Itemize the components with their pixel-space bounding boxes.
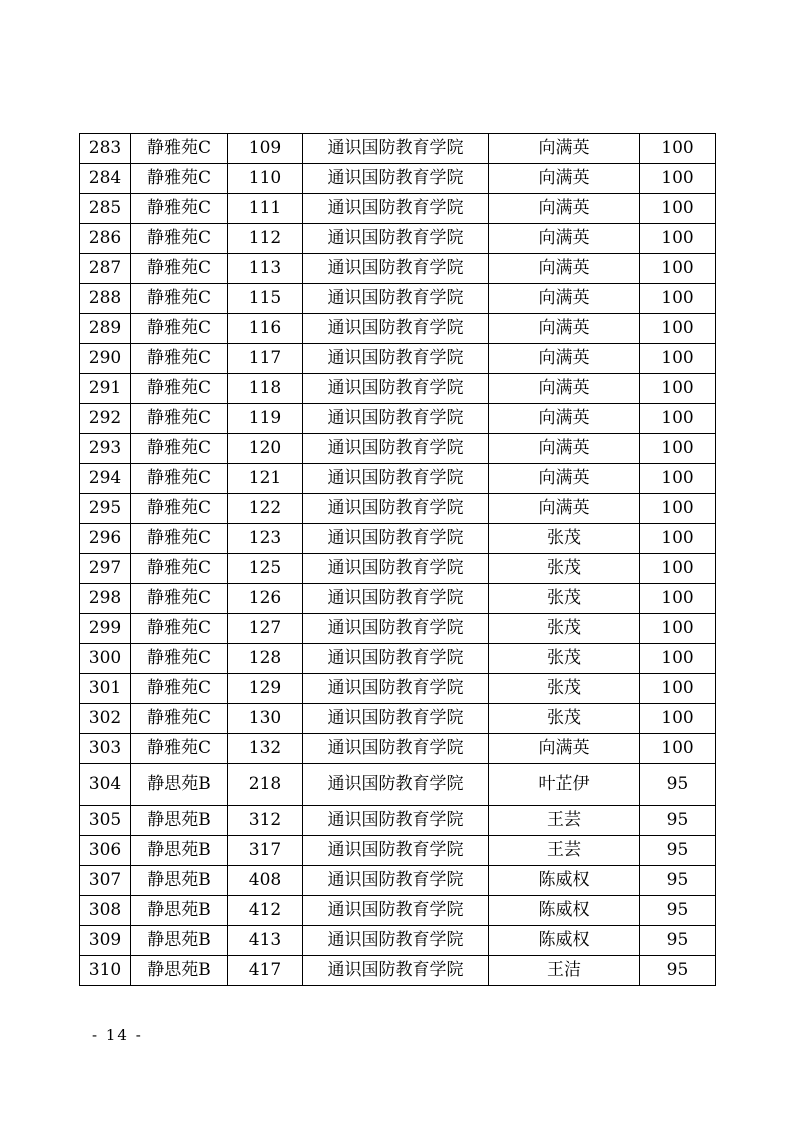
person-in-charge-cell: 向满英 <box>489 344 640 374</box>
person-in-charge-cell: 张茂 <box>489 524 640 554</box>
college-cell: 通识国防教育学院 <box>303 164 489 194</box>
room-number-cell: 112 <box>228 224 303 254</box>
building-cell: 静雅苑C <box>131 404 228 434</box>
college-cell: 通识国防教育学院 <box>303 464 489 494</box>
row-number-cell: 289 <box>80 314 131 344</box>
room-number-cell: 408 <box>228 866 303 896</box>
score-cell: 100 <box>640 464 716 494</box>
row-number-cell: 288 <box>80 284 131 314</box>
table-row <box>80 404 716 434</box>
college-cell: 通识国防教育学院 <box>303 374 489 404</box>
building-cell: 静思苑B <box>131 806 228 836</box>
building-cell: 静雅苑C <box>131 164 228 194</box>
room-number-cell: 118 <box>228 374 303 404</box>
row-number-cell: 300 <box>80 644 131 674</box>
table-row <box>80 164 716 194</box>
table-body <box>80 134 716 986</box>
building-cell: 静雅苑C <box>131 314 228 344</box>
row-number-cell: 308 <box>80 896 131 926</box>
building-cell: 静雅苑C <box>131 674 228 704</box>
room-number-cell: 120 <box>228 434 303 464</box>
table-row <box>80 434 716 464</box>
person-in-charge-cell: 张茂 <box>489 584 640 614</box>
building-cell: 静雅苑C <box>131 584 228 614</box>
score-cell: 100 <box>640 344 716 374</box>
dormitory-score-table <box>79 133 716 986</box>
row-number-cell: 295 <box>80 494 131 524</box>
room-number-cell: 109 <box>228 134 303 164</box>
building-cell: 静雅苑C <box>131 284 228 314</box>
person-in-charge-cell: 张茂 <box>489 644 640 674</box>
room-number-cell: 132 <box>228 734 303 764</box>
college-cell: 通识国防教育学院 <box>303 224 489 254</box>
room-number-cell: 119 <box>228 404 303 434</box>
table-row <box>80 614 716 644</box>
college-cell: 通识国防教育学院 <box>303 134 489 164</box>
college-cell: 通识国防教育学院 <box>303 926 489 956</box>
score-cell: 100 <box>640 404 716 434</box>
score-cell: 100 <box>640 254 716 284</box>
person-in-charge-cell: 向满英 <box>489 434 640 464</box>
row-number-cell: 303 <box>80 734 131 764</box>
score-cell: 95 <box>640 866 716 896</box>
row-number-cell: 304 <box>80 764 131 806</box>
score-cell: 100 <box>640 164 716 194</box>
building-cell: 静雅苑C <box>131 374 228 404</box>
score-cell: 95 <box>640 836 716 866</box>
building-cell: 静雅苑C <box>131 434 228 464</box>
person-in-charge-cell: 向满英 <box>489 464 640 494</box>
row-number-cell: 294 <box>80 464 131 494</box>
room-number-cell: 413 <box>228 926 303 956</box>
table-row <box>80 764 716 806</box>
row-number-cell: 290 <box>80 344 131 374</box>
room-number-cell: 127 <box>228 614 303 644</box>
table-row <box>80 554 716 584</box>
person-in-charge-cell: 陈威权 <box>489 926 640 956</box>
row-number-cell: 298 <box>80 584 131 614</box>
row-number-cell: 292 <box>80 404 131 434</box>
college-cell: 通识国防教育学院 <box>303 896 489 926</box>
table-row <box>80 896 716 926</box>
building-cell: 静思苑B <box>131 956 228 986</box>
building-cell: 静思苑B <box>131 764 228 806</box>
person-in-charge-cell: 叶芷伊 <box>489 764 640 806</box>
college-cell: 通识国防教育学院 <box>303 764 489 806</box>
row-number-cell: 291 <box>80 374 131 404</box>
row-number-cell: 286 <box>80 224 131 254</box>
building-cell: 静思苑B <box>131 896 228 926</box>
row-number-cell: 307 <box>80 866 131 896</box>
building-cell: 静雅苑C <box>131 134 228 164</box>
row-number-cell: 284 <box>80 164 131 194</box>
college-cell: 通识国防教育学院 <box>303 254 489 284</box>
room-number-cell: 113 <box>228 254 303 284</box>
score-cell: 100 <box>640 224 716 254</box>
building-cell: 静思苑B <box>131 926 228 956</box>
score-cell: 95 <box>640 764 716 806</box>
table-row <box>80 956 716 986</box>
college-cell: 通识国防教育学院 <box>303 554 489 584</box>
room-number-cell: 122 <box>228 494 303 524</box>
score-cell: 95 <box>640 926 716 956</box>
college-cell: 通识国防教育学院 <box>303 434 489 464</box>
table-row <box>80 704 716 734</box>
table-row <box>80 254 716 284</box>
person-in-charge-cell: 陈威权 <box>489 896 640 926</box>
table-row <box>80 134 716 164</box>
score-cell: 100 <box>640 284 716 314</box>
person-in-charge-cell: 王芸 <box>489 806 640 836</box>
score-cell: 100 <box>640 194 716 224</box>
person-in-charge-cell: 陈威权 <box>489 866 640 896</box>
table-row <box>80 374 716 404</box>
room-number-cell: 123 <box>228 524 303 554</box>
table-row <box>80 344 716 374</box>
row-number-cell: 299 <box>80 614 131 644</box>
room-number-cell: 129 <box>228 674 303 704</box>
table-row <box>80 806 716 836</box>
person-in-charge-cell: 张茂 <box>489 554 640 584</box>
person-in-charge-cell: 向满英 <box>489 224 640 254</box>
table-row <box>80 644 716 674</box>
row-number-cell: 301 <box>80 674 131 704</box>
college-cell: 通识国防教育学院 <box>303 344 489 374</box>
college-cell: 通识国防教育学院 <box>303 644 489 674</box>
person-in-charge-cell: 向满英 <box>489 734 640 764</box>
building-cell: 静雅苑C <box>131 644 228 674</box>
building-cell: 静雅苑C <box>131 494 228 524</box>
table-row <box>80 494 716 524</box>
person-in-charge-cell: 向满英 <box>489 314 640 344</box>
score-cell: 100 <box>640 614 716 644</box>
score-cell: 100 <box>640 134 716 164</box>
row-number-cell: 306 <box>80 836 131 866</box>
college-cell: 通识国防教育学院 <box>303 584 489 614</box>
room-number-cell: 111 <box>228 194 303 224</box>
building-cell: 静雅苑C <box>131 464 228 494</box>
score-cell: 100 <box>640 374 716 404</box>
table-row <box>80 866 716 896</box>
person-in-charge-cell: 向满英 <box>489 194 640 224</box>
college-cell: 通识国防教育学院 <box>303 524 489 554</box>
score-cell: 100 <box>640 674 716 704</box>
college-cell: 通识国防教育学院 <box>303 836 489 866</box>
row-number-cell: 309 <box>80 926 131 956</box>
score-cell: 95 <box>640 806 716 836</box>
building-cell: 静雅苑C <box>131 734 228 764</box>
score-cell: 100 <box>640 314 716 344</box>
building-cell: 静雅苑C <box>131 554 228 584</box>
room-number-cell: 218 <box>228 764 303 806</box>
table-row <box>80 836 716 866</box>
building-cell: 静思苑B <box>131 836 228 866</box>
college-cell: 通识国防教育学院 <box>303 284 489 314</box>
college-cell: 通识国防教育学院 <box>303 614 489 644</box>
table-row <box>80 734 716 764</box>
college-cell: 通识国防教育学院 <box>303 956 489 986</box>
person-in-charge-cell: 向满英 <box>489 284 640 314</box>
row-number-cell: 297 <box>80 554 131 584</box>
college-cell: 通识国防教育学院 <box>303 494 489 524</box>
person-in-charge-cell: 向满英 <box>489 164 640 194</box>
college-cell: 通识国防教育学院 <box>303 866 489 896</box>
score-cell: 100 <box>640 554 716 584</box>
score-cell: 100 <box>640 494 716 524</box>
person-in-charge-cell: 张茂 <box>489 614 640 644</box>
person-in-charge-cell: 向满英 <box>489 254 640 284</box>
building-cell: 静雅苑C <box>131 254 228 284</box>
table-row <box>80 674 716 704</box>
room-number-cell: 121 <box>228 464 303 494</box>
score-cell: 100 <box>640 434 716 464</box>
table-row <box>80 314 716 344</box>
room-number-cell: 116 <box>228 314 303 344</box>
room-number-cell: 417 <box>228 956 303 986</box>
person-in-charge-cell: 张茂 <box>489 674 640 704</box>
room-number-cell: 317 <box>228 836 303 866</box>
building-cell: 静雅苑C <box>131 614 228 644</box>
room-number-cell: 312 <box>228 806 303 836</box>
table-row <box>80 464 716 494</box>
room-number-cell: 126 <box>228 584 303 614</box>
college-cell: 通识国防教育学院 <box>303 404 489 434</box>
page-number: - 14 - <box>92 1026 143 1044</box>
building-cell: 静雅苑C <box>131 224 228 254</box>
college-cell: 通识国防教育学院 <box>303 704 489 734</box>
table-row <box>80 524 716 554</box>
college-cell: 通识国防教育学院 <box>303 734 489 764</box>
row-number-cell: 305 <box>80 806 131 836</box>
row-number-cell: 287 <box>80 254 131 284</box>
person-in-charge-cell: 张茂 <box>489 704 640 734</box>
score-cell: 100 <box>640 644 716 674</box>
college-cell: 通识国防教育学院 <box>303 194 489 224</box>
college-cell: 通识国防教育学院 <box>303 806 489 836</box>
room-number-cell: 115 <box>228 284 303 314</box>
building-cell: 静雅苑C <box>131 194 228 224</box>
person-in-charge-cell: 王洁 <box>489 956 640 986</box>
person-in-charge-cell: 向满英 <box>489 134 640 164</box>
score-cell: 100 <box>640 704 716 734</box>
row-number-cell: 302 <box>80 704 131 734</box>
person-in-charge-cell: 向满英 <box>489 374 640 404</box>
table-row <box>80 584 716 614</box>
room-number-cell: 128 <box>228 644 303 674</box>
table-row <box>80 224 716 254</box>
room-number-cell: 110 <box>228 164 303 194</box>
room-number-cell: 130 <box>228 704 303 734</box>
table-row <box>80 284 716 314</box>
row-number-cell: 296 <box>80 524 131 554</box>
score-cell: 95 <box>640 896 716 926</box>
row-number-cell: 283 <box>80 134 131 164</box>
table-row <box>80 194 716 224</box>
person-in-charge-cell: 向满英 <box>489 494 640 524</box>
row-number-cell: 285 <box>80 194 131 224</box>
building-cell: 静雅苑C <box>131 344 228 374</box>
college-cell: 通识国防教育学院 <box>303 674 489 704</box>
row-number-cell: 310 <box>80 956 131 986</box>
building-cell: 静思苑B <box>131 866 228 896</box>
table-row <box>80 926 716 956</box>
score-cell: 100 <box>640 734 716 764</box>
room-number-cell: 412 <box>228 896 303 926</box>
room-number-cell: 125 <box>228 554 303 584</box>
score-cell: 95 <box>640 956 716 986</box>
building-cell: 静雅苑C <box>131 704 228 734</box>
person-in-charge-cell: 王芸 <box>489 836 640 866</box>
score-cell: 100 <box>640 524 716 554</box>
score-cell: 100 <box>640 584 716 614</box>
row-number-cell: 293 <box>80 434 131 464</box>
person-in-charge-cell: 向满英 <box>489 404 640 434</box>
room-number-cell: 117 <box>228 344 303 374</box>
building-cell: 静雅苑C <box>131 524 228 554</box>
college-cell: 通识国防教育学院 <box>303 314 489 344</box>
